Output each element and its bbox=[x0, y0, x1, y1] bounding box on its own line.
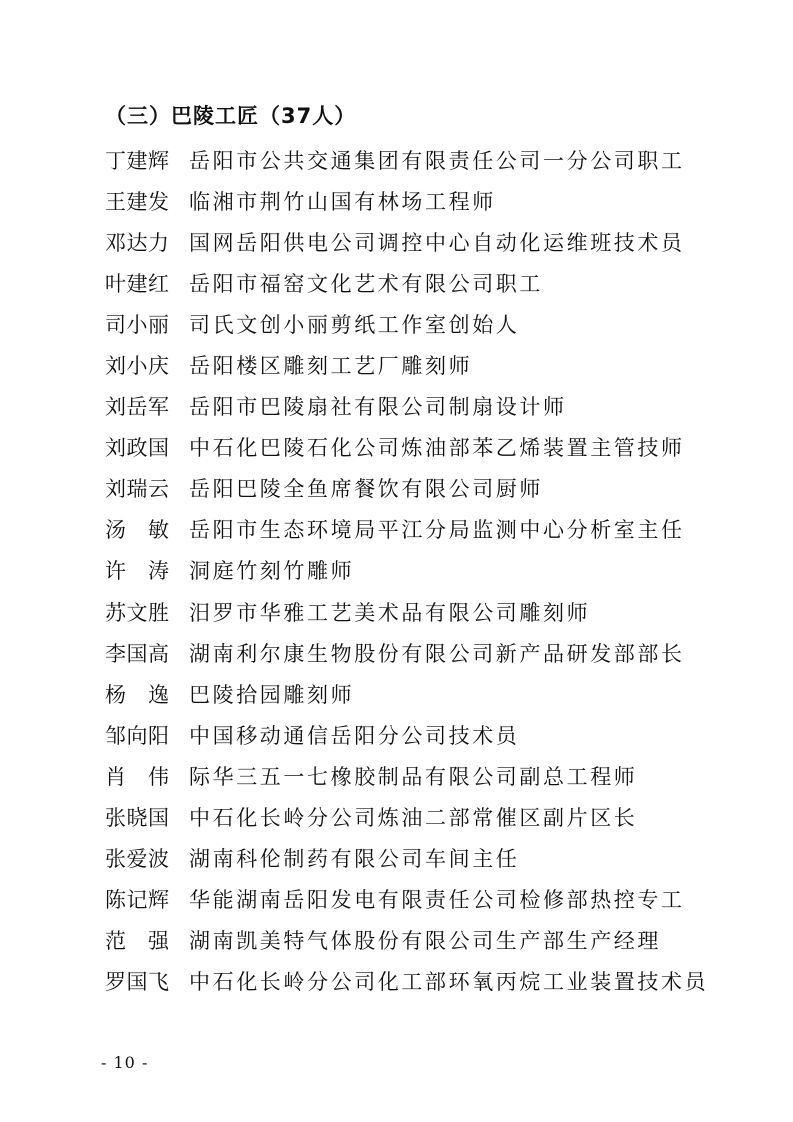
awardee-name: 司小丽 bbox=[105, 313, 170, 338]
awardee-title: 中石化长岭分公司炼油二部常催区副片区长 bbox=[189, 805, 638, 830]
awardee-name: 许 涛 bbox=[105, 559, 170, 584]
awardee-name: 刘岳军 bbox=[105, 395, 170, 420]
list-item bbox=[105, 147, 708, 188]
awardee-name: 罗国飞 bbox=[105, 969, 170, 994]
list-item bbox=[105, 640, 708, 681]
awardee-list bbox=[105, 147, 708, 1009]
awardee-title: 湖南凯美特气体股份有限公司生产部生产经理 bbox=[189, 928, 661, 953]
list-item bbox=[105, 475, 708, 516]
list-item bbox=[105, 270, 708, 311]
list-item bbox=[105, 804, 708, 845]
awardee-title: 中石化巴陵石化公司炼油部苯乙烯装置主管技师 bbox=[189, 436, 685, 461]
awardee-name: 苏文胜 bbox=[105, 600, 170, 625]
list-item bbox=[105, 393, 708, 434]
awardee-name: 肖 伟 bbox=[105, 764, 170, 789]
list-item bbox=[105, 229, 708, 270]
list-item bbox=[105, 763, 708, 804]
awardee-name: 汤 敏 bbox=[105, 518, 170, 543]
awardee-name: 杨 逸 bbox=[105, 682, 170, 707]
awardee-name: 邹向阳 bbox=[105, 723, 170, 748]
awardee-title: 岳阳市福窑文化艺术有限公司职工 bbox=[189, 272, 543, 297]
awardee-name: 王建发 bbox=[105, 190, 170, 215]
awardee-title: 湖南利尔康生物股份有限公司新产品研发部部长 bbox=[189, 641, 685, 666]
awardee-title: 国网岳阳供电公司调控中心自动化运维班技术员 bbox=[189, 231, 685, 256]
list-item bbox=[105, 516, 708, 557]
awardee-title: 岳阳市公共交通集团有限责任公司一分公司职工 bbox=[189, 149, 685, 173]
awardee-name: 张爱波 bbox=[105, 846, 170, 871]
awardee-name: 邓达力 bbox=[105, 231, 170, 256]
awardee-title: 临湘市荆竹山国有林场工程师 bbox=[189, 190, 496, 215]
list-item bbox=[105, 927, 708, 968]
list-item bbox=[105, 352, 708, 393]
list-item bbox=[105, 557, 708, 598]
list-item bbox=[105, 434, 708, 475]
awardee-title: 际华三五一七橡胶制品有限公司副总工程师 bbox=[189, 764, 638, 789]
list-item bbox=[105, 845, 708, 886]
section-title: （三）巴陵工匠（37人） bbox=[105, 104, 357, 128]
list-item bbox=[105, 722, 708, 763]
awardee-name: 李国高 bbox=[105, 641, 170, 666]
list-item bbox=[105, 681, 708, 722]
list-item bbox=[105, 188, 708, 229]
awardee-title: 岳阳市生态环境局平江分局监测中心分析室主任 bbox=[189, 518, 685, 543]
list-item bbox=[105, 311, 708, 352]
awardee-name: 刘政国 bbox=[105, 436, 170, 461]
list-item bbox=[105, 968, 708, 1009]
awardee-title: 华能湖南岳阳发电有限责任公司检修部热控专工 bbox=[189, 887, 685, 912]
awardee-title: 岳阳楼区雕刻工艺厂雕刻师 bbox=[189, 354, 473, 379]
awardee-title: 洞庭竹刻竹雕师 bbox=[189, 559, 355, 584]
awardee-name: 陈记辉 bbox=[105, 887, 170, 912]
awardee-title: 司氏文创小丽剪纸工作室创始人 bbox=[189, 313, 520, 338]
awardee-title: 巴陵拾园雕刻师 bbox=[189, 682, 355, 707]
list-item bbox=[105, 886, 708, 927]
awardee-name: 丁建辉 bbox=[105, 149, 170, 173]
awardee-title: 中石化长岭分公司化工部环氧丙烷工业装置技术员 bbox=[189, 969, 709, 994]
awardee-title: 岳阳巴陵全鱼席餐饮有限公司厨师 bbox=[189, 477, 543, 502]
awardee-name: 刘小庆 bbox=[105, 354, 170, 379]
list-item bbox=[105, 599, 708, 640]
awardee-title: 岳阳市巴陵扇社有限公司制扇设计师 bbox=[189, 395, 567, 420]
awardee-title: 中国移动通信岳阳分公司技术员 bbox=[189, 723, 520, 748]
page-number: - 10 - bbox=[101, 1053, 149, 1072]
awardee-title: 湖南科伦制药有限公司车间主任 bbox=[189, 846, 520, 871]
awardee-name: 刘瑞云 bbox=[105, 477, 170, 502]
awardee-name: 张晓国 bbox=[105, 805, 170, 830]
awardee-title: 汨罗市华雅工艺美术品有限公司雕刻师 bbox=[189, 600, 591, 625]
awardee-name: 叶建红 bbox=[105, 272, 170, 297]
awardee-name: 范 强 bbox=[105, 928, 170, 953]
